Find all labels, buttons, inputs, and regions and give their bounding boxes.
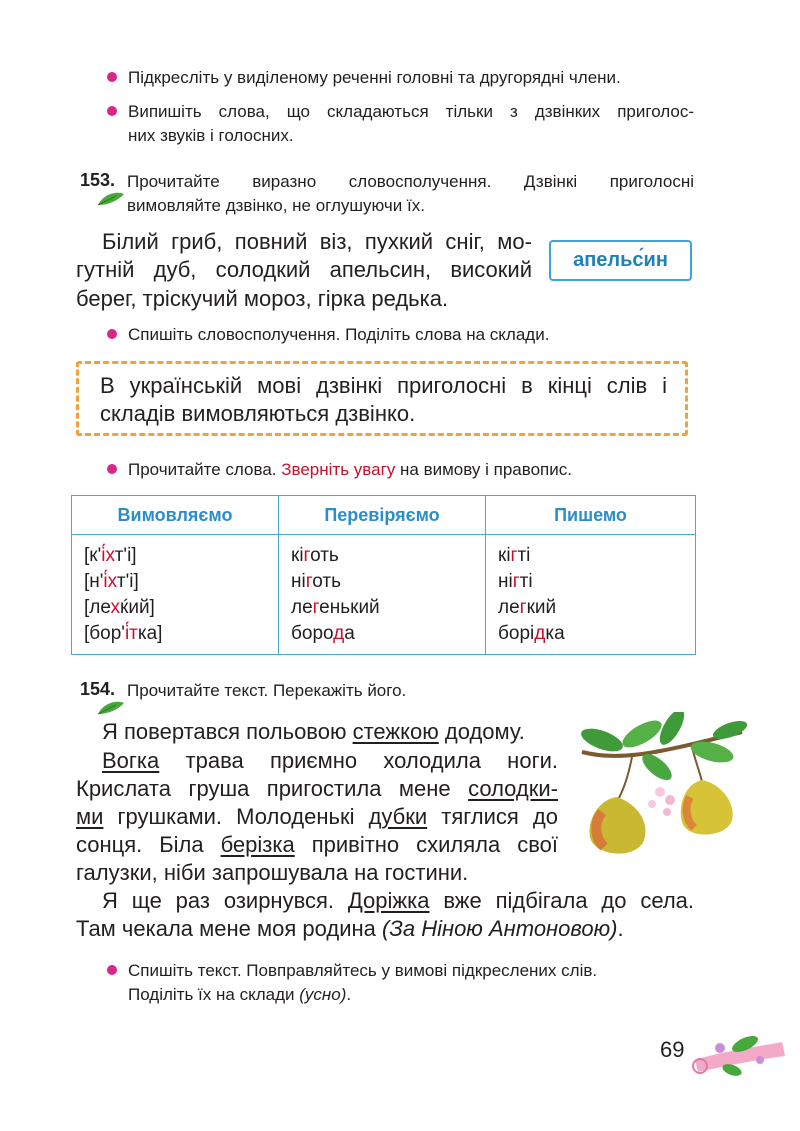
read-task-before: Прочитайте слова. xyxy=(128,460,282,479)
bullet-icon xyxy=(107,329,117,339)
exercise-number-153: 153. xyxy=(80,170,116,190)
check-word: кіготь xyxy=(291,545,339,566)
check-word: ніготь xyxy=(291,571,341,592)
text-line4: ми грушками. Молоденькі дубки тяглися до xyxy=(76,804,558,829)
bullet-icon xyxy=(107,464,117,474)
write-column xyxy=(486,535,696,655)
underlined-word: дубки xyxy=(368,804,428,829)
rule-line1: В українській мові дзвінкі приголосні в кінці слів і xyxy=(100,373,667,398)
rule-line2: складів вимовляються дзвінко. xyxy=(100,401,416,426)
check-column xyxy=(279,535,486,655)
read-task xyxy=(128,458,572,482)
underlined-word: солодки- xyxy=(468,776,558,801)
phrases-line3: берег, тріскучий мороз, гірка редька. xyxy=(76,286,449,311)
pronounce-word: [бор'і́тка] xyxy=(84,623,163,644)
text-line1: Я повертався польовою стежкою додому. xyxy=(102,719,525,744)
stress-word: апельс́ин xyxy=(573,249,668,271)
text-line8: Там чекала мене моя родина (За Ніною Антоновою). xyxy=(76,916,624,941)
pencil-leaf-icon xyxy=(96,700,126,716)
pear-branch-illustration xyxy=(572,712,750,862)
underlined-word: стежкою xyxy=(352,719,439,744)
text-line6: галузки, ніби запрошувала на гостини. xyxy=(76,860,469,885)
scroll-ornament-icon xyxy=(690,1030,790,1080)
pronunciation-table xyxy=(71,495,696,655)
read-task-highlight: Зверніть увагу xyxy=(281,460,396,479)
phrases-line2: гутній дуб, солодкий апельсин, високий xyxy=(76,257,532,282)
exercise-154-task-line2: Поділіть їх на склади (усно). xyxy=(128,985,352,1004)
bullet-icon xyxy=(107,72,117,82)
write-word: кігті xyxy=(498,545,531,566)
task-underline-members: Підкресліть у виділеному реченні головні та другорядні члени. xyxy=(128,68,621,87)
pronounce-word: [к'і́хт'і] xyxy=(84,545,137,566)
text-line3: Крислата груша пригостила мене солодки- xyxy=(76,776,558,801)
pronounce-word: [лехќий] xyxy=(84,597,155,618)
author-credit: (За Ніною Антоновою) xyxy=(382,916,618,941)
write-word: борідка xyxy=(498,623,565,644)
text-line5: сонця. Біла берізка привітно схиляла свої xyxy=(76,832,558,857)
stress-word-box xyxy=(549,240,692,281)
pronounce-word: [н'і́хт'і] xyxy=(84,571,139,592)
pronounce-column xyxy=(72,535,279,655)
exercise-154-instruction: Прочитайте текст. Перекажіть його. xyxy=(127,681,407,700)
underlined-word: берізка xyxy=(220,832,295,857)
underlined-word: Доріжка xyxy=(347,888,430,913)
header-check: Перевіряємо xyxy=(279,496,486,535)
exercise-153-task: Спишіть словосполучення. Поділіть слова на склади. xyxy=(128,325,550,344)
read-task-after: на вимову і правопис. xyxy=(395,460,572,479)
text-line7: Я ще раз озирнувся. Доріжка вже підбігала до села. xyxy=(102,888,695,913)
phrases-line1: Білий гриб, повний віз, пухкий сніг, мо- xyxy=(102,229,532,254)
exercise-153-instruction-line1: Прочитайте виразно словосполучення. Дзвінкі приголосні xyxy=(127,172,694,191)
header-write: Пишемо xyxy=(486,496,696,535)
task-write-words-line2: них звуків і голосних. xyxy=(128,126,294,145)
pencil-leaf-icon xyxy=(96,191,126,207)
underlined-word: Вогка xyxy=(102,748,160,773)
bullet-icon xyxy=(107,106,117,116)
write-word: нігті xyxy=(498,571,533,592)
header-pronounce: Вимовляємо xyxy=(72,496,279,535)
write-word: легкий xyxy=(498,597,557,618)
exercise-154-task-line1: Спишіть текст. Повправляйтесь у вимові підкреслених слів. xyxy=(128,961,598,980)
text-line2: Вогка трава приємно холодила ноги. xyxy=(102,748,558,773)
check-word: легенький xyxy=(291,597,380,618)
check-word: борода xyxy=(291,623,355,644)
exercise-number-154: 154. xyxy=(80,679,116,699)
task-write-words-line1: Випишіть слова, що складаються тільки з дзвінких приголос- xyxy=(128,102,694,121)
bullet-icon xyxy=(107,965,117,975)
page-number: 69 xyxy=(660,1037,685,1062)
exercise-153-instruction-line2: вимовляйте дзвінко, не оглушуючи їх. xyxy=(127,196,425,215)
underlined-word: ми xyxy=(76,804,104,829)
